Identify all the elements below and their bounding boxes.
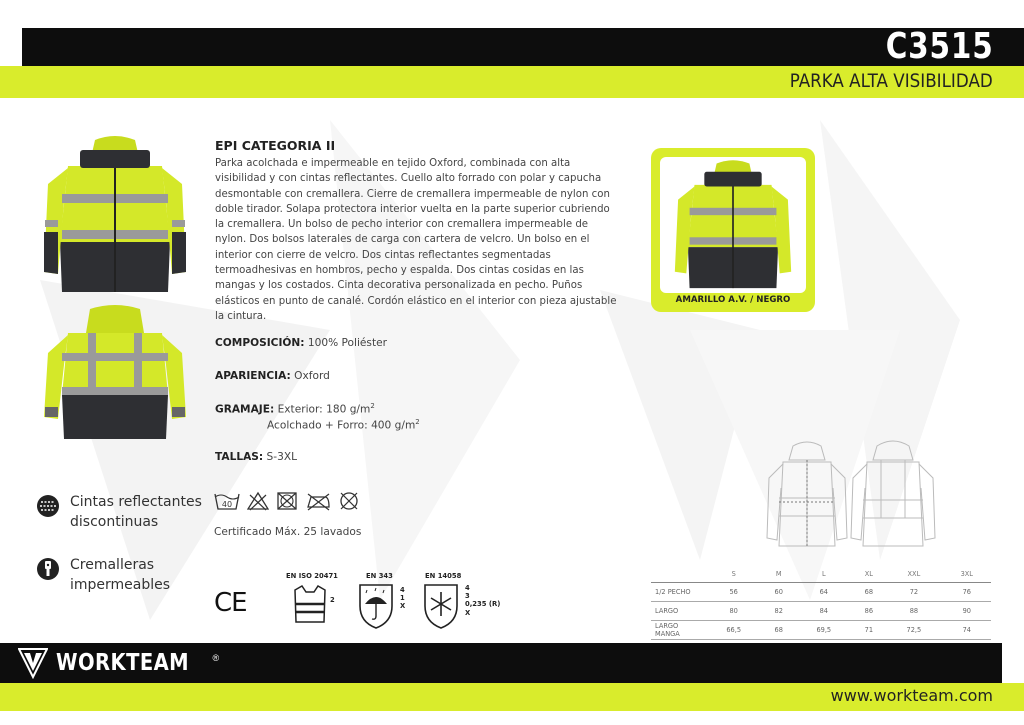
row-label: LARGO (651, 601, 705, 620)
feature-line: impermeables (70, 577, 171, 593)
epi-category: EPI CATEGORIA II (215, 138, 336, 153)
size-header: 3XL (943, 566, 991, 582)
feature-line: discontinuas (70, 514, 159, 530)
table-cell: 88 (885, 601, 942, 620)
feature-reflective-tape (36, 492, 202, 532)
size-header: M (762, 566, 795, 582)
size-header: L (795, 566, 852, 582)
table-cell: 86 (852, 601, 885, 620)
waterproof-zipper-icon (36, 557, 60, 581)
workteam-logo-icon (18, 647, 48, 679)
size-header: S (705, 566, 762, 582)
table-cell: 68 (852, 582, 885, 601)
feature-waterproof-zippers (36, 555, 170, 595)
wash-temperature: 40 (221, 500, 233, 509)
norm-value: 4 (400, 586, 405, 594)
norm-title: EN 343 (366, 572, 393, 580)
jacket-swatch-image (660, 157, 806, 293)
feature-line: Cremalleras (70, 557, 155, 573)
table-row (651, 582, 991, 601)
norm-title: EN 14058 (425, 572, 462, 580)
spec-value: S-3XL (266, 451, 297, 463)
swatch-color-label: AMARILLO A.V. / NEGRO (675, 295, 791, 305)
spec-value: Exterior: 180 g/m (277, 403, 371, 416)
table-cell: 66,5 (705, 620, 762, 639)
product-code: C3515 (886, 26, 994, 67)
wash-certificate: Certificado Máx. 25 lavados (214, 526, 362, 538)
table-cell: 60 (762, 582, 795, 601)
color-swatch-card[interactable] (651, 148, 815, 312)
table-cell: 90 (943, 601, 991, 620)
table-cell: 76 (943, 582, 991, 601)
norm-values (330, 596, 335, 604)
norm-value: 3 (465, 592, 470, 601)
norm-value: 1 (400, 594, 405, 603)
table-row (651, 601, 991, 620)
wash-40-icon (214, 491, 240, 511)
product-subtitle: PARKA ALTA VISIBILIDAD (789, 70, 993, 92)
header-black-band (22, 28, 1024, 66)
spec-tallas (215, 451, 297, 463)
table-cell: 74 (943, 620, 991, 639)
spec-label: GRAMAJE: (215, 403, 275, 416)
spec-gramaje (215, 402, 420, 431)
care-symbols (214, 491, 360, 511)
spec-value: 100% Poliéster (307, 337, 387, 349)
ce-mark: CE (214, 588, 247, 618)
no-dry-clean-icon (338, 491, 360, 511)
size-header (651, 566, 705, 582)
table-cell: 80 (705, 601, 762, 620)
table-cell: 82 (762, 601, 795, 620)
reflective-tape-icon (36, 494, 60, 518)
rain-umbrella-shield-icon (356, 582, 396, 630)
no-iron-icon (305, 491, 331, 511)
norm-en-iso-20471 (284, 572, 354, 632)
table-cell: 84 (795, 601, 852, 620)
spec-apariencia (215, 370, 330, 382)
snowflake-shield-icon (421, 582, 461, 630)
jacket-technical-drawing (765, 438, 945, 553)
row-label: 1/2 PECHO (651, 582, 705, 601)
table-cell: 71 (852, 620, 885, 639)
spec-value: Acolchado + Forro: 400 g/m (267, 419, 416, 432)
size-table (651, 566, 991, 640)
description-text: Parka acolchada e impermeable en tejido Oxford, combinada con alta visibilidad y con cintas reflectantes. Cuello alto forrado con polar y capucha desmontable con cremallera. Cierre de cremallera impermeable de nylon con doble tirador. Solapa protectora interior vuelta en la parte superior cubriendo la cremallera. Un bolso de pecho interior con cremallera impermeable de nylon. Dos bolsos laterales de carga con cartera de velcro. Un bolso en el interior con cierre de velcro. Dos cintas reflectantes segmentadas termoadhesivas en hombros, pecho y espalda. Dos cintas cosidas en las mangas y los costados. Cinta decorativa personalizada en pecho. Puños elásticos en punto de canalé. Cordón elástico en el interior con pieza ajustable la cintura. (215, 157, 617, 322)
table-cell: 56 (705, 582, 762, 601)
norm-value: 4 (465, 584, 470, 592)
jacket-front-image (40, 132, 190, 298)
row-label: LARGO MANGA (651, 620, 705, 639)
jacket-back-image (40, 305, 190, 445)
spec-value: Oxford (294, 370, 330, 382)
table-cell: 68 (762, 620, 795, 639)
spec-composicion (215, 337, 387, 349)
superscript: 2 (415, 417, 420, 426)
brand-name: WORKTEAM (56, 650, 190, 676)
feature-text (70, 492, 202, 532)
hi-vis-vest-icon (292, 584, 328, 624)
table-cell: 69,5 (795, 620, 852, 639)
table-cell: 64 (795, 582, 852, 601)
size-table-header (651, 566, 991, 582)
size-header: XXL (885, 566, 942, 582)
trademark-symbol: ® (212, 653, 220, 663)
superscript: 2 (370, 402, 375, 410)
spec-label: TALLAS: (215, 451, 264, 463)
swatch-image-frame (660, 157, 806, 293)
feature-text (70, 555, 170, 595)
norm-title: EN ISO 20471 (286, 572, 338, 580)
norm-en-343 (356, 572, 422, 632)
norm-en-14058 (421, 572, 501, 632)
norm-value: 2 (330, 596, 335, 604)
website-link[interactable]: www.workteam.com (830, 686, 993, 705)
table-cell: 72,5 (885, 620, 942, 639)
norm-value: X (465, 608, 471, 617)
spec-label: APARIENCIA: (215, 370, 291, 382)
feature-line: Cintas reflectantes (70, 494, 202, 510)
norm-value: X (400, 602, 406, 611)
spec-label: COMPOSICIÓN: (215, 337, 305, 349)
norm-value: 0,235 (R) (465, 600, 501, 609)
table-cell: 72 (885, 582, 942, 601)
product-description (215, 138, 625, 324)
table-row (651, 620, 991, 639)
no-bleach-icon (247, 491, 269, 511)
brand-logo[interactable] (18, 647, 219, 679)
norm-values (465, 584, 500, 617)
no-tumble-dry-icon (276, 491, 298, 511)
size-header: XL (852, 566, 885, 582)
norm-values (400, 586, 405, 611)
